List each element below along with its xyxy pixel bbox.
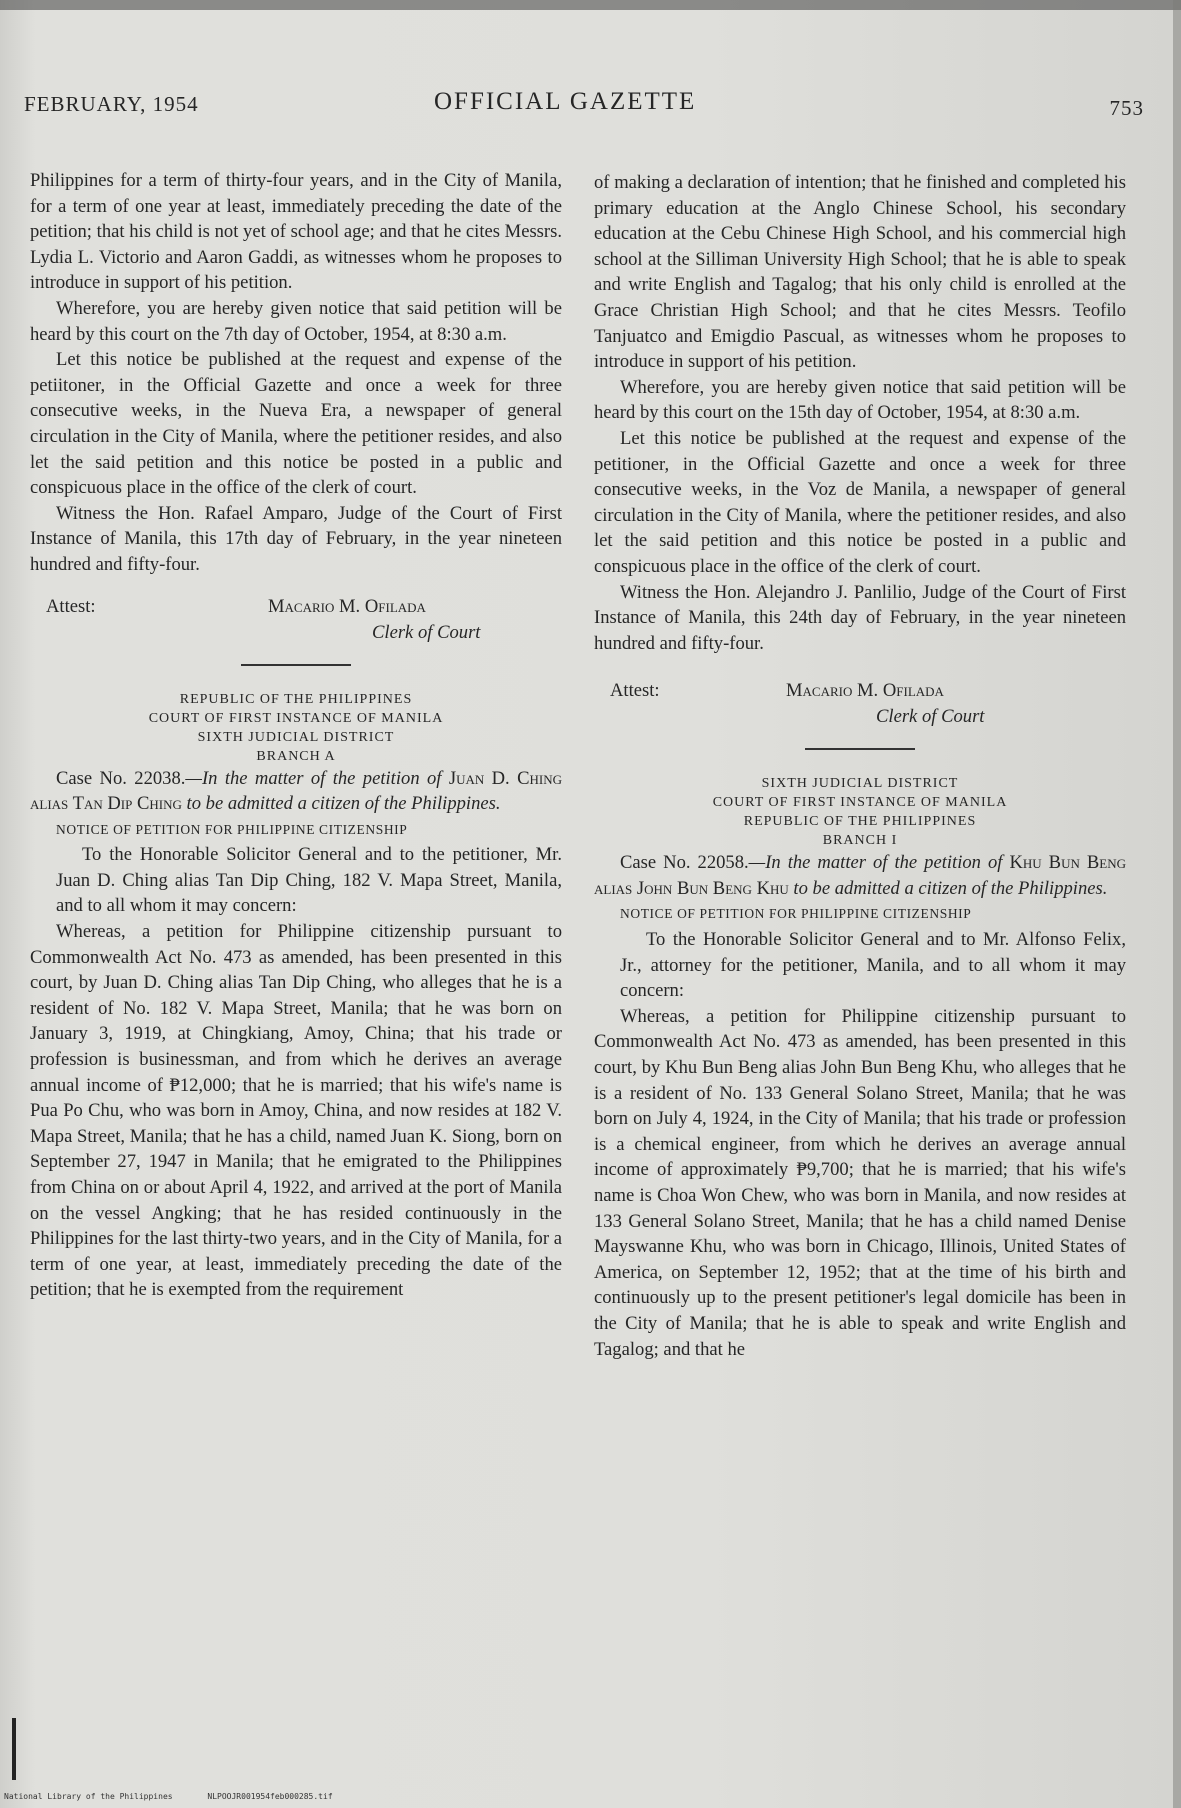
paragraph: Witness the Hon. Alejandro J. Panlilio, Judge of the Court of First Instance of Manila, this 24th day of February, in the year nineteen hundred and fifty-four. — [594, 581, 1126, 654]
court-heading — [30, 690, 562, 766]
page-header — [24, 88, 1144, 128]
paragraph: Whereas, a petition for Philippine citizenship pursuant to Commonwealth Act No. 473 as amended, has been presented in this court, by Juan D. Ching alias Tan Dip Ching, who alleges that he is a resident of No. 182 V. Mapa Street, Manila; that he was born on January 3, 1919, at Chingkiang, Amoy, China; that his trade or profession is businessman, and from which he derives an average annual income of ₱12,000; that he is married; that his wife's name is Pua Po Chu, who was born in Amoy, China, and now resides at 182 V. Mapa Street, Manila; that he has a child, named Juan K. Siong, born on September 27, 1947 in Manila; that he emigrated to the Philippines from China on or about April 4, 1922, and arrived at the port of Manila on the vessel Angking; that he has resided continuously in the Philippines for the last thirty-two years, and in the City of Manila, for a term of one year, at least, immediately preceding the date of the petition; that he is exempted from the requirement — [30, 921, 562, 1301]
case-title: —In the matter of the petition of — [185, 767, 449, 789]
scan-edge-right — [1173, 0, 1181, 1808]
court-line: BRANCH I — [822, 833, 898, 849]
paragraph: Let this notice be published at the request and expense of the petiitoner, in the Official Gazette and once a week for three consecutive weeks, in the Nueva Era, a newspaper of general circulation in the City of Manila, where the petitioner resides, and also let the said petition and this notice be posted in a public and conspicuous place in the office of the clerk of court. — [30, 349, 562, 499]
attest-block — [594, 678, 1126, 728]
paragraph: of making a declaration of intention; that he finished and completed his primary education at the Anglo Chinese School, his secondary education at the Cebu Chinese High School, and his commercial high school at the Silliman University High School; that he is able to speak and write English and Tagalog; that his only child is enrolled at the Grace Christian High School; and that he cites Messrs. Teofilo Tanjuatco and Emigdio Pascual, as witnesses whom he proposes to introduce in support of his petition. — [594, 172, 1126, 373]
clerk-title: Clerk of Court — [876, 706, 985, 728]
scan-edge-top — [0, 0, 1181, 10]
header-title: OFFICIAL GAZETTE — [434, 88, 697, 115]
case-number: Case No. 22058. — [620, 852, 749, 874]
library-credit: National Library of the Philippines — [4, 1792, 173, 1801]
case-title-end: to be admitted a citizen of the Philippines. — [788, 877, 1108, 899]
attest-block — [30, 594, 562, 644]
scan-filename: NLPOOJR001954feb000285.tif — [207, 1792, 333, 1801]
case-number: Case No. 22038. — [56, 767, 186, 789]
attest-label: Attest: — [610, 680, 660, 702]
left-column — [30, 168, 562, 1303]
clerk-title: Clerk of Court — [372, 621, 481, 643]
header-date: FEBRUARY, 1954 — [24, 92, 199, 116]
paragraph: Wherefore, you are hereby given notice that said petition will be heard by this court on the 15th day of October, 1954, at 8:30 a.m. — [594, 376, 1126, 424]
court-line: SIXTH JUDICIAL DISTRICT — [761, 776, 959, 792]
court-line: REPUBLIC OF THE PHILIPPINES — [743, 814, 977, 830]
court-line: COURT OF FIRST INSTANCE OF MANILA — [712, 795, 1008, 811]
paragraph: Philippines for a term of thirty-four years, and in the City of Manila, for a term of one year at least, immediately preceding the date of the petition; that his child is not yet of school age; and that he cites Messrs. Lydia L. Victorio and Aaron Gaddi, as witnesses whom he proposes to introduce in support of his petition. — [30, 170, 562, 294]
paragraph: Let this notice be published at the request and expense of the petitioner, in the Official Gazette and once a week for three consecutive weeks, in the Voz de Manila, a newspaper of general circulation in the City of Manila, where the petitioner resides, and also let the said petition and this notice be posted in a public and conspicuous place in the office of the clerk of court. — [594, 427, 1126, 577]
court-line: SIXTH JUDICIAL DISTRICT — [197, 729, 395, 745]
right-column — [594, 170, 1126, 1362]
court-line: BRANCH A — [256, 748, 336, 764]
notice-heading: NOTICE OF PETITION FOR PHILIPPINE CITIZENSHIP — [56, 821, 408, 837]
addressee: To the Honorable Solicitor General and to Mr. Alfonso Felix, Jr., attorney for the petitioner, Manila, and to all whom it may concern: — [620, 929, 1126, 1002]
petitioner-name: Khu Bun Beng alias John Bun Beng Khu — [594, 852, 1126, 899]
scan-footer — [0, 1792, 1181, 1808]
paragraph: Wherefore, you are hereby given notice that said petition will be heard by this court on the 7th day of October, 1954, at 8:30 a.m. — [30, 297, 562, 345]
paragraph: Witness the Hon. Rafael Amparo, Judge of the Court of First Instance of Manila, this 17th day of February, in the year nineteen hundred and fifty-four. — [30, 502, 562, 575]
notice-heading: NOTICE OF PETITION FOR PHILIPPINE CITIZENSHIP — [620, 906, 972, 922]
petitioner-name: Juan D. Ching alias Tan Dip Ching — [30, 767, 562, 815]
attest-label: Attest: — [46, 595, 96, 617]
page-number: 753 — [1109, 96, 1144, 120]
binding-mark — [12, 1718, 16, 1780]
paragraph: Whereas, a petition for Philippine citizenship pursuant to Commonwealth Act No. 473 as amended, has been presented in this court, by Khu Bun Beng alias John Bun Beng Khu, who alleges that he is a resident of No. 133 General Solano Street, Manila; that he was born on July 4, 1924, in the City of Manila; that his trade or profession is a chemical engineer, from which he derives an average annual income of approximately ₱9,700; that he is married; that his wife's name is Choa Won Chew, who was born in Manila, and now resides at 133 General Solano Street, Manila; that he has a child named Denise Mayswanne Khu, who was born in Chicago, Illinois, United States of America, on September 12, 1952; that at the time of his birth and continuously up to the present petitioner's legal domicile has been in the City of Manila; that he is able to speak and write English and Tagalog; and that he — [594, 1005, 1126, 1360]
section-divider — [241, 664, 351, 666]
case-title-end: to be admitted a citizen of the Philippines. — [181, 793, 501, 815]
section-divider — [805, 748, 915, 750]
addressee: To the Honorable Solicitor General and to the petitioner, Mr. Juan D. Ching alias Tan Dip Ching, 182 V. Mapa Street, Manila, and to all whom it may concern: — [56, 844, 562, 917]
case-caption — [30, 766, 562, 817]
court-heading — [594, 774, 1126, 850]
court-line: COURT OF FIRST INSTANCE OF MANILA — [148, 710, 444, 726]
case-title: —In the matter of the petition of — [748, 852, 1010, 874]
case-caption — [594, 850, 1126, 901]
court-line: REPUBLIC OF THE PHILIPPINES — [179, 691, 413, 707]
clerk-name: Macario M. Ofilada — [268, 595, 426, 617]
clerk-name: Macario M. Ofilada — [786, 680, 944, 702]
